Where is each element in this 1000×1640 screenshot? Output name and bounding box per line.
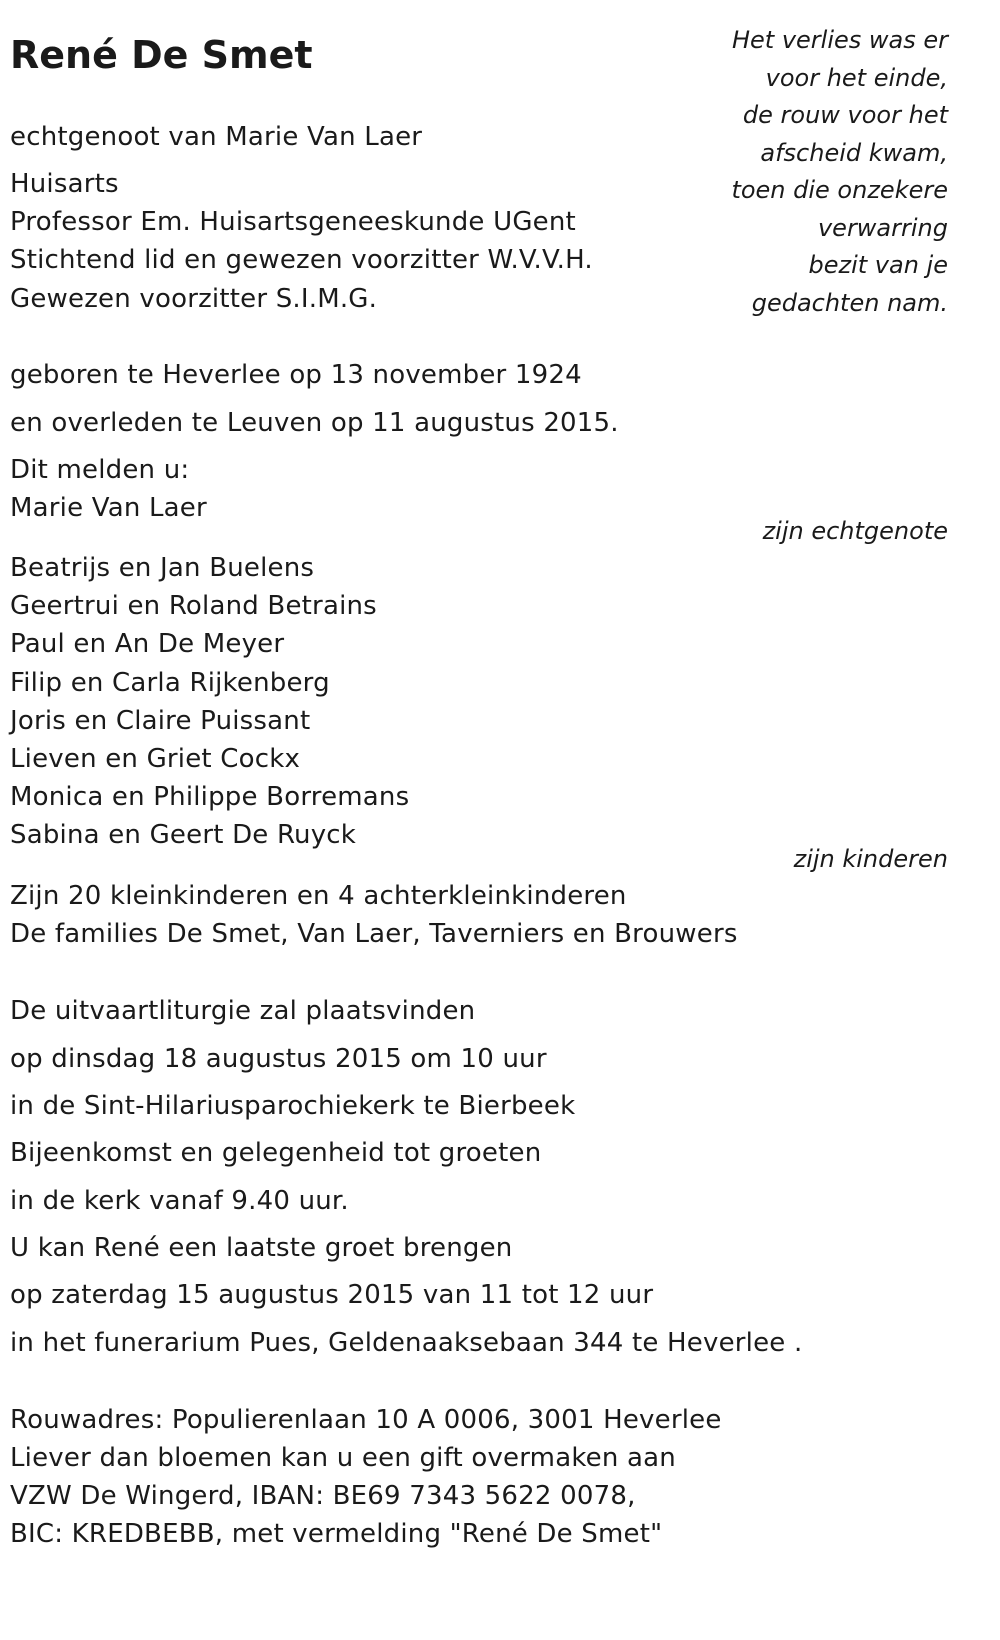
poem-line: Het verlies was er [731, 26, 948, 54]
funeral-line: Bijeenkomst en gelegenheid tot groeten [10, 1138, 542, 1168]
poem-line: toen die onzekere [731, 176, 948, 204]
child-line: Lieven en Griet Cockx [10, 744, 301, 774]
birth-line: geboren te Heverlee op 13 november 1924 [10, 360, 582, 390]
announce-intro: Dit melden u: [10, 455, 190, 485]
child-line: Paul en An De Meyer [10, 629, 285, 659]
spouse-role: zijn echtgenote [762, 517, 948, 545]
child-line: Beatrijs en Jan Buelens [10, 553, 315, 583]
children-role: zijn kinderen [793, 845, 948, 873]
child-line: Sabina en Geert De Ruyck [10, 820, 357, 850]
child-line: Monica en Philippe Borremans [10, 782, 410, 812]
title-line: Gewezen voorzitter S.I.M.G. [10, 284, 378, 314]
closing-line: Liever dan bloemen kan u een gift overmaken aan [10, 1443, 676, 1473]
poem-line: afscheid kwam, [760, 138, 948, 167]
families-line: De families De Smet, Van Laer, Taverniers en Brouwers [10, 919, 738, 949]
closing-line: BIC: KREDBEBB, met vermelding "René De Smet" [10, 1519, 663, 1549]
title-line: Professor Em. Huisartsgeneeskunde UGent [10, 207, 576, 237]
poem-line: verwarring [817, 213, 948, 242]
poem [618, 22, 948, 322]
spouse-name: Marie Van Laer [10, 493, 207, 523]
child-line: Filip en Carla Rijkenberg [10, 668, 330, 698]
funeral-line: op dinsdag 18 augustus 2015 om 10 uur [10, 1044, 547, 1074]
closing-line: Rouwadres: Populierenlaan 10 A 0006, 3001 Heverlee [10, 1405, 722, 1435]
funeral-line: op zaterdag 15 augustus 2015 van 11 tot 12 uur [10, 1280, 654, 1310]
child-line: Geertrui en Roland Betrains [10, 591, 377, 621]
funeral-line: in de kerk vanaf 9.40 uur. [10, 1186, 349, 1216]
funeral-line: De uitvaartliturgie zal plaatsvinden [10, 996, 476, 1026]
title-line: Huisarts [10, 169, 119, 199]
poem-line: voor het einde, [765, 63, 948, 92]
funeral-line: U kan René een laatste groet brengen [10, 1233, 513, 1263]
title-line: Stichtend lid en gewezen voorzitter W.V.V.H. [10, 245, 593, 275]
deceased-name: René De Smet [10, 33, 313, 77]
closing-line: VZW De Wingerd, IBAN: BE69 7343 5622 0078, [10, 1481, 636, 1511]
death-line: en overleden te Leuven op 11 augustus 2015. [10, 408, 619, 438]
funeral-line: in de Sint-Hilariusparochiekerk te Bierbeek [10, 1091, 576, 1121]
grandchildren-line: Zijn 20 kleinkinderen en 4 achterkleinkinderen [10, 881, 627, 911]
poem-line: gedachten nam. [751, 288, 948, 317]
poem-line: de rouw voor het [742, 101, 948, 129]
funeral-line: in het funerarium Pues, Geldenaaksebaan 344 te Heverlee . [10, 1328, 803, 1358]
spouse-of-line: echtgenoot van Marie Van Laer [10, 122, 423, 152]
child-line: Joris en Claire Puissant [10, 706, 311, 736]
poem-line: bezit van je [808, 251, 948, 279]
